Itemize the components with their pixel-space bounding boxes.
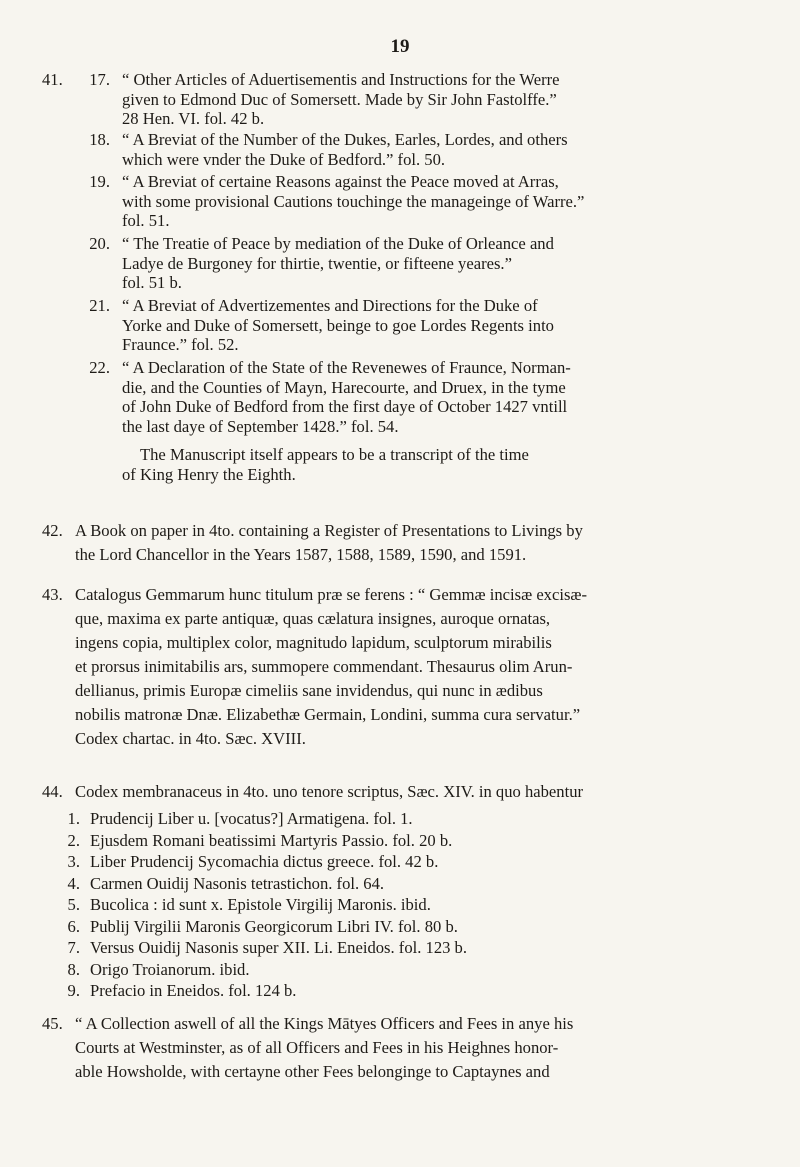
text-line: que, maxima ex parte antiquæ, quas cælatura insignes, auroque ornatas, (75, 609, 551, 628)
entry-number: 45. (42, 1014, 63, 1033)
text-line: able Howsholde, with certayne other Fees belonginge to Captaynes and (75, 1062, 550, 1081)
sub-item-number: 21. (89, 296, 110, 315)
text-line: die, and the Counties of Mayn, Harecourte, and Druex, in the tyme (122, 377, 566, 397)
list-item (58, 959, 758, 981)
text-line: Catalogus Gemmarum hunc titulum præ se ferens : “ Gemmæ incisæ excisæ- (75, 585, 588, 604)
text-line: Codex membranaceus in 4to. uno tenore scriptus, Sæc. XIV. in quo habentur (75, 782, 584, 801)
text-line: dellianus, primis Europæ cimeliis sane invidendus, qui nunc in ædibus (75, 681, 543, 700)
text-line: of King Henry the Eighth. (122, 464, 296, 484)
text-line: Yorke and Duke of Somersett, beinge to goe Lordes Regents into (122, 315, 554, 335)
text-line: “ A Breviat of Advertizementes and Directions for the Duke of (122, 296, 538, 315)
text-line: ingens copia, multiplex color, magnitudo lapidum, sculptorum mirabilis (75, 633, 552, 652)
entry-number: 43. (42, 585, 63, 604)
list-item-text: Prudencij Liber u. [vocatus?] Armatigena. fol. 1. (90, 809, 413, 828)
list-item-number: 4. (67, 873, 80, 893)
text-line: 28 Hen. VI. fol. 42 b. (122, 109, 265, 129)
entry-number: 44. (42, 782, 63, 801)
text-line: “ A Breviat of the Number of the Dukes, Earles, Lordes, and others (122, 130, 568, 149)
text-line: et prorsus inimitabilis ars, summopere commendant. Thesaurus olim Arun- (75, 657, 573, 676)
entry-number: 42. (42, 521, 63, 540)
text-line: fol. 51 b. (122, 273, 182, 293)
sub-item-number: 18. (89, 130, 110, 149)
sub-item-number: 20. (89, 234, 110, 253)
text-line: with some provisional Cautions touchinge the manageinge of Warre.” (122, 191, 585, 211)
list-item (58, 873, 758, 895)
sub-item-number: 22. (89, 358, 110, 377)
list-item-number: 1. (67, 809, 80, 828)
text-line: which were vnder the Duke of Bedford.” fol. 50. (122, 149, 446, 169)
list-item-number: 8. (67, 959, 80, 979)
manuscript-note (122, 445, 762, 484)
list-item-number: 5. (67, 895, 80, 914)
page-number: 19 (390, 36, 410, 57)
list-item-text: Bucolica : id sunt x. Epistole Virgilij Maronis. ibid. (90, 895, 431, 914)
sub-item-number: 19. (89, 172, 110, 191)
list-item-text: Ejusdem Romani beatissimi Martyris Passio. fol. 20 b. (90, 830, 453, 850)
text-line: fol. 51. (122, 211, 170, 231)
list-item (58, 830, 758, 852)
entry-41 (42, 70, 762, 520)
list-item-number: 3. (67, 852, 80, 871)
list-item-text: Origo Troianorum. ibid. (90, 959, 250, 979)
text-line: Courts at Westminster, as of all Officers and Fees in his Heighnes honor- (75, 1038, 559, 1057)
text-line: Ladye de Burgoney for thirtie, twentie, or fifteene yeares.” (122, 253, 512, 273)
text-line: A Book on paper in 4to. containing a Register of Presentations to Livings by (75, 521, 583, 540)
text-line: “ A Declaration of the State of the Revenewes of Fraunce, Norman- (122, 358, 571, 377)
list-item (58, 894, 758, 916)
text-line: Codex chartac. in 4to. Sæc. XVIII. (75, 729, 306, 748)
entry-number: 41. (42, 70, 63, 89)
entry-44-list (58, 808, 758, 1002)
list-item-text: Versus Ouidij Nasonis super XII. Li. Eneidos. fol. 123 b. (90, 938, 468, 957)
list-item-text: Liber Prudencij Sycomachia dictus greece. fol. 42 b. (90, 852, 439, 871)
list-item-text: Carmen Ouidij Nasonis tetrastichon. fol. 64. (90, 873, 385, 893)
list-item-number: 7. (67, 938, 80, 957)
list-item (58, 916, 758, 938)
text-line: “ The Treatie of Peace by mediation of the Duke of Orleance and (122, 234, 554, 253)
text-line: of John Duke of Bedford from the first daye of October 1427 vntill (122, 397, 568, 417)
text-line: given to Edmond Duc of Somersett. Made by Sir John Fastolffe.” (122, 89, 557, 109)
sub-item-number: 17. (89, 70, 110, 89)
text-line: the Lord Chancellor in the Years 1587, 1588, 1589, 1590, and 1591. (75, 545, 527, 564)
text-line: Fraunce.” fol. 52. (122, 335, 239, 355)
text-line: The Manuscript itself appears to be a transcript of the time (140, 445, 529, 464)
text-line: nobilis matronæ Dnæ. Elizabethæ Germain, Londini, summa cura servatur.” (75, 705, 581, 724)
list-item-number: 2. (67, 830, 80, 850)
list-item (58, 808, 758, 830)
list-item (58, 937, 758, 959)
text-line: the last daye of September 1428.” fol. 54. (122, 416, 399, 436)
list-item-number: 9. (67, 981, 80, 1000)
text-line: “ A Breviat of certaine Reasons against the Peace moved at Arras, (122, 172, 559, 191)
list-item (58, 851, 758, 873)
list-item (58, 980, 758, 1002)
list-item-number: 6. (67, 916, 80, 936)
text-line: “ A Collection aswell of all the Kings Mātyes Officers and Fees in anye his (75, 1014, 574, 1033)
text-line: “ Other Articles of Aduertisementis and Instructions for the Werre (122, 70, 560, 89)
list-item-text: Prefacio in Eneidos. fol. 124 b. (90, 981, 297, 1000)
list-item-text: Publij Virgilii Maronis Georgicorum Libri IV. fol. 80 b. (90, 916, 458, 936)
